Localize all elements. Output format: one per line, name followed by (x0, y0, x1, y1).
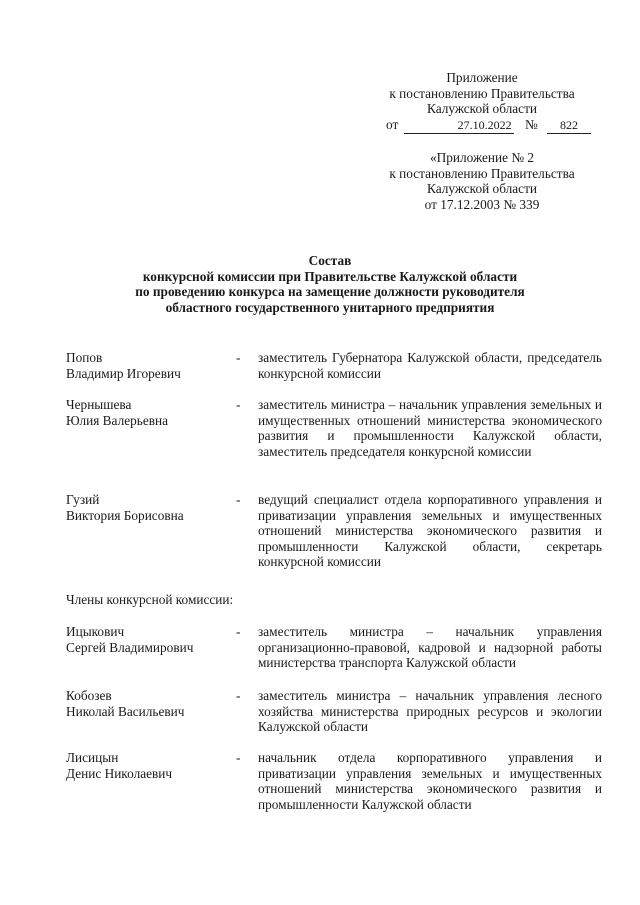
member-surname: Ицыкович (66, 624, 125, 639)
member-role: ведущий специалист отдела корпоративного управления и приватизации управления земельных и имущественных отношений министерства экономического развития и промышленности Калужской области, секретарь конкурсной комиссии (258, 492, 602, 570)
title-line-4: областного государственного унитарного предприятия (165, 299, 495, 315)
member-dash: - (236, 350, 241, 365)
member-role: заместитель Губернатора Калужской области, председатель конкурсной комиссии (258, 350, 602, 381)
member-surname: Кобозев (66, 688, 112, 703)
appendix-original (372, 150, 592, 212)
member-given-names: Николай Васильевич (66, 703, 185, 719)
member-role: заместитель министра – начальник управления земельных и имущественных отношений министерства экономического развития и промышленности Калужской области, заместитель председателя конкурсной комиссии (258, 397, 602, 459)
appendix-original-line-2: к постановлению Правительства (389, 165, 575, 181)
member-name (66, 350, 236, 381)
member-role: заместитель министра – начальник управления организационно-правовой, кадровой и надзорной работы министерства транспорта Калужской области (258, 624, 602, 671)
member-dash: - (236, 750, 241, 765)
member-given-names: Владимир Игоревич (66, 365, 181, 381)
members-heading: Члены конкурсной комиссии: (66, 592, 234, 607)
member-dash: - (236, 492, 241, 507)
member-surname: Гузий (66, 492, 100, 507)
member-name (66, 750, 236, 781)
member-given-names: Денис Николаевич (66, 765, 173, 781)
member-role: заместитель министра – начальник управления лесного хозяйства министерства природных ресурсов и экологии Калужской области (258, 688, 602, 735)
appendix-original-line-3: Калужской области (427, 181, 537, 197)
member-role: начальник отдела корпоративного управления и приватизации управления земельных и имущественных отношений министерства экономического развития и промышленности Калужской области (258, 750, 602, 812)
member-surname: Чернышева (66, 397, 132, 412)
member-name (66, 397, 236, 428)
member-name (66, 624, 236, 655)
member-given-names: Сергей Владимирович (66, 639, 194, 655)
member-given-names: Виктория Борисовна (66, 507, 184, 523)
member-surname: Лисицын (66, 750, 119, 765)
appendix-date: 27.10.2022 (404, 118, 514, 135)
document-title (80, 253, 580, 315)
member-name (66, 688, 236, 719)
appendix-original-title: «Приложение № 2 (430, 150, 534, 165)
appendix-number: 822 (547, 118, 591, 135)
appendix-header (372, 70, 592, 134)
title-line-1: Состав (308, 253, 352, 268)
appendix-title: Приложение (446, 70, 518, 85)
date-prefix: от (386, 116, 399, 132)
member-given-names: Юлия Валерьевна (66, 412, 169, 428)
appendix-original-line-4: от 17.12.2003 № 339 (424, 196, 540, 212)
member-name (66, 492, 236, 523)
member-surname: Попов (66, 350, 103, 365)
appendix-line-2: к постановлению Правительства (389, 85, 575, 101)
number-sign: № (524, 116, 538, 132)
title-line-2: конкурсной комиссии при Правительстве Калужской области (142, 268, 518, 284)
title-line-3: по проведению конкурса на замещение должности руководителя (135, 284, 525, 300)
member-dash: - (236, 624, 241, 639)
appendix-date-line (372, 117, 592, 135)
member-dash: - (236, 397, 241, 412)
appendix-line-3: Калужской области (427, 101, 537, 117)
member-dash: - (236, 688, 241, 703)
